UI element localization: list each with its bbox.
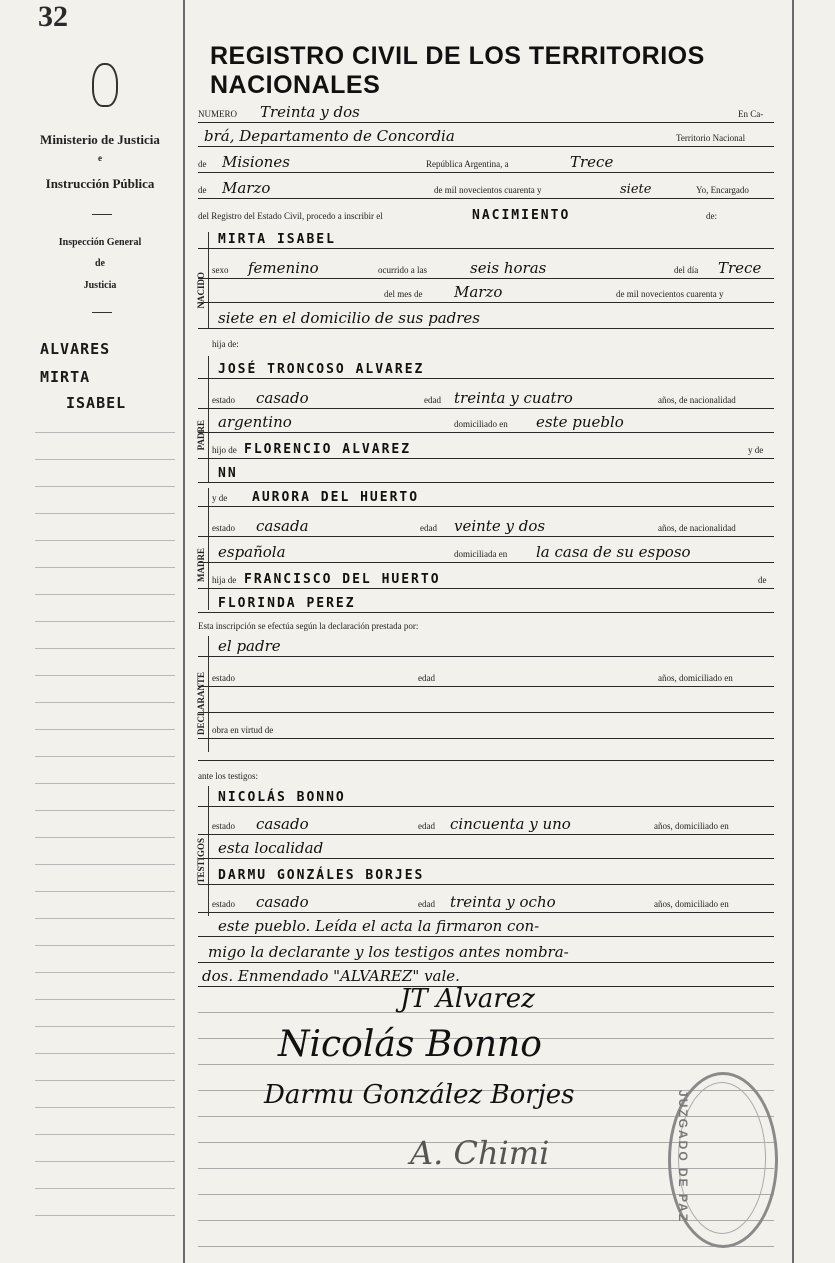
page-number: 32 <box>38 0 68 33</box>
madre-name-row <box>198 484 774 507</box>
dia-value: Trece <box>718 259 762 277</box>
testigo2-anos-label: años, domiciliado en <box>654 899 729 909</box>
madre-hija-label: hija de <box>212 575 237 585</box>
madre-madre-row <box>198 590 774 613</box>
signature-witness-2: Darmu González Borjes <box>264 1080 575 1110</box>
padre-name-value: JOSÉ TRONCOSO ALVAREZ <box>218 362 425 377</box>
official-stamp-inner <box>678 1082 766 1234</box>
padre-nacionalidad-row <box>198 410 774 433</box>
madre-nac-label: años, de nacionalidad <box>658 523 736 533</box>
ocurrido-label: ocurrido a las <box>378 265 427 275</box>
year-value: siete <box>620 182 652 197</box>
margin-surname: ALVARES <box>40 340 111 358</box>
closing-row-2 <box>198 940 774 963</box>
padre-estado-value: casado <box>256 389 309 407</box>
testigo1-domicilio-row <box>198 836 774 859</box>
madre-name-value: AURORA DEL HUERTO <box>252 490 420 505</box>
nacido-place-row <box>198 306 774 329</box>
declarante-estado-label: estado <box>212 673 235 683</box>
padre-edad-label: edad <box>424 395 441 405</box>
padre-y-label: y de <box>748 445 764 455</box>
dia-label: del día <box>674 265 699 275</box>
nacido-place-value: siete en el domicilio de sus padres <box>218 309 481 327</box>
territorio-value: Misiones <box>222 153 290 171</box>
coat-of-arms-icon <box>92 63 118 107</box>
registro-label: del Registro del Estado Civil, procedo a inscribir el <box>198 211 383 221</box>
padre-section-label: PADRE <box>196 420 206 451</box>
sexo-value: femenino <box>248 259 319 277</box>
left-separator <box>92 214 112 215</box>
inspection-line-3: Justicia <box>83 280 117 291</box>
madre-y-label: y de <box>212 493 228 503</box>
signature-father: JT Alvarez <box>400 984 535 1014</box>
madre-de-label: de <box>758 575 767 585</box>
nacido-section-label: NACIDO <box>196 272 206 309</box>
declarante-section-label: DECLARANTE <box>196 672 206 736</box>
declarante-name-value: el padre <box>218 637 281 655</box>
de2-label: de <box>198 185 207 195</box>
date-row <box>198 176 774 199</box>
day-value: Trece <box>570 153 614 171</box>
madre-edad-label: edad <box>420 523 437 533</box>
padre-edad-value: treinta y cuatro <box>454 389 573 407</box>
nacido-mil-label: de mil novecientos cuarenta y <box>616 289 724 299</box>
registro-row <box>198 202 774 224</box>
testigo2-estado-label: estado <box>212 899 235 909</box>
hija-row <box>198 330 774 352</box>
madre-nacionalidad-value: española <box>218 543 286 561</box>
declarante-blank-row-2 <box>198 738 774 761</box>
madre-hija-row <box>198 566 774 589</box>
mes-value: Marzo <box>454 283 503 301</box>
madre-madre-value: FLORINDA PEREZ <box>218 596 356 611</box>
declarante-blank-row <box>198 690 774 713</box>
en-label: En Ca- <box>738 109 764 119</box>
nacido-mes-row <box>198 280 774 303</box>
ministry-line-2: Instrucción Pública <box>45 176 155 191</box>
numero-value: Treinta y dos <box>260 103 360 121</box>
testigo1-edad-value: cincuenta y uno <box>450 815 571 833</box>
padre-hijo-row <box>198 436 774 459</box>
padre-madre-row <box>198 460 774 483</box>
ministry-bullet: e <box>98 153 102 163</box>
testigo1-edad-label: edad <box>418 821 435 831</box>
mes-label: del mes de <box>384 289 423 299</box>
testigo1-estado-value: casado <box>256 815 309 833</box>
testigo2-name-value: DARMU GONZÁLES BORJES <box>218 868 425 883</box>
testigo2-name-row <box>198 862 774 885</box>
madre-nacionalidad-row <box>198 540 774 563</box>
madre-estado-row <box>198 514 774 537</box>
inspection-line-2: de <box>95 258 105 269</box>
madre-estado-value: casada <box>256 517 309 535</box>
testigo1-name-row <box>198 784 774 807</box>
madre-section-label: MADRE <box>196 548 206 582</box>
declarante-anos-label: años, domiciliado en <box>658 673 733 683</box>
madre-hija-value: FRANCISCO DEL HUERTO <box>244 572 441 587</box>
place-row <box>198 124 774 147</box>
numero-label: NUMERO <box>198 109 238 119</box>
madre-domicilio-value: la casa de su esposo <box>536 543 691 561</box>
place-value: brá, Departamento de Concordia <box>204 127 455 145</box>
ministry-line-1: Ministerio de Justicia <box>40 132 160 147</box>
testigo1-name-value: NICOLÁS BONNO <box>218 790 346 805</box>
stamp-text: JUZGADO DE PAZ <box>676 1090 690 1224</box>
left-margin-line <box>183 0 185 1263</box>
padre-estado-row <box>198 386 774 409</box>
declarante-name-row <box>198 634 774 657</box>
testigo2-edad-label: edad <box>418 899 435 909</box>
sexo-label: sexo <box>212 265 229 275</box>
padre-name-row <box>198 356 774 379</box>
numero-row <box>198 100 774 123</box>
testigos-intro-row <box>198 762 774 784</box>
madre-edad-value: veinte y dos <box>454 517 546 535</box>
inspection-line-1: Inspección General <box>58 237 142 248</box>
territory-row <box>198 150 774 173</box>
nacido-sexo-row <box>198 256 774 279</box>
closing-line-3: dos. Enmendado "ALVAREZ" vale. <box>202 967 460 985</box>
padre-domiciliado-label: domiciliado en <box>454 419 508 429</box>
signature-witness-1: Nicolás Bonno <box>278 1024 542 1065</box>
declarante-estado-row <box>198 664 774 687</box>
padre-hijo-value: FLORENCIO ALVAREZ <box>244 442 412 457</box>
madre-domiciliada-label: domiciliada en <box>454 549 508 559</box>
testigos-intro-label: ante los testigos: <box>198 771 258 781</box>
act-type-value: NACIMIENTO <box>472 208 571 223</box>
encargado-label: Yo, Encargado <box>696 185 749 195</box>
padre-nacionalidad-value: argentino <box>218 413 292 431</box>
declarante-edad-label: edad <box>418 673 435 683</box>
padre-madre-value: NN <box>218 466 238 481</box>
declarante-intro-label: Esta inscripción se efectúa según la declaración prestada por: <box>198 621 419 631</box>
hora-value: seis horas <box>470 259 547 277</box>
mil-label: de mil novecientos cuarenta y <box>434 185 542 195</box>
closing-line-1: este pueblo. Leída el acta la firmaron con- <box>218 917 540 935</box>
testigo2-edad-value: treinta y ocho <box>450 893 556 911</box>
nacido-name-row <box>198 226 774 249</box>
testigo1-domicilio-value: esta localidad <box>218 839 324 857</box>
republica-label: República Argentina, a <box>426 159 509 169</box>
hija-label: hija de: <box>212 339 239 349</box>
testigo1-anos-label: años, domiciliado en <box>654 821 729 831</box>
margin-firstname: MIRTA <box>40 368 91 386</box>
testigos-section-label: TESTIGOS <box>196 838 206 884</box>
testigo2-estado-row <box>198 890 774 913</box>
padre-estado-label: estado <box>212 395 235 405</box>
de-label: de <box>198 159 207 169</box>
left-separator-2 <box>92 312 112 313</box>
declarante-obra-row <box>198 716 774 739</box>
testigo1-estado-row <box>198 812 774 835</box>
padre-hijo-label: hijo de <box>212 445 237 455</box>
margin-secondname: ISABEL <box>66 394 127 412</box>
document-title: REGISTRO CIVIL DE LOS TERRITORIOS NACIONALES <box>210 42 705 99</box>
padre-domicilio-value: este pueblo <box>536 413 624 431</box>
declarante-obra-label: obra en virtud de <box>212 725 274 735</box>
padre-nac-label: años, de nacionalidad <box>658 395 736 405</box>
closing-line-2: migo la declarante y los testigos antes nombra- <box>208 943 569 961</box>
month-value: Marzo <box>222 179 271 197</box>
testigo2-estado-value: casado <box>256 893 309 911</box>
territorio-label: Territorio Nacional <box>676 133 746 143</box>
signature-officer: A. Chimi <box>410 1134 550 1172</box>
right-margin-line <box>792 0 794 1263</box>
de3-label: de: <box>706 211 717 221</box>
declarante-intro-row <box>198 612 774 634</box>
testigo1-estado-label: estado <box>212 821 235 831</box>
nacido-name-value: MIRTA ISABEL <box>218 232 336 247</box>
margin-ruled-lines <box>35 432 175 1242</box>
madre-estado-label: estado <box>212 523 235 533</box>
closing-row-1 <box>198 914 774 937</box>
